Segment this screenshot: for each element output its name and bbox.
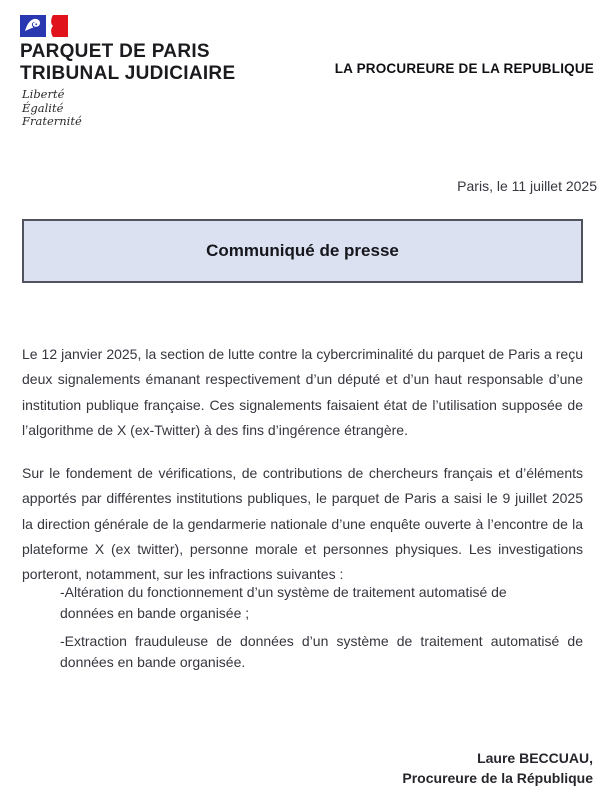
signature-block	[402, 749, 593, 788]
body-paragraph-1: Le 12 janvier 2025, la section de lutte contre la cybercriminalité du parquet de Paris a reçu deux signalements émanant respectivement d’un député et d’un haut responsable d’une institution publique française. Ces signalements faisaient état de l’utilisation supposée de l’algorithme de X (ex-Twitter) à des fins d’ingérence étrangère.	[22, 346, 583, 438]
signature-name: Laure BECCUAU,	[477, 750, 593, 766]
french-flag-icon	[20, 15, 68, 37]
infraction-item-2: -Extraction frauduleuse de données d’un système de traitement automatisé de données en bande organisée.	[60, 633, 583, 670]
infraction-item-1: -Altération du fonctionnement d’un système de traitement automatisé de données en bande organisée ;	[60, 584, 507, 621]
signature-title: Procureure de la République	[402, 769, 593, 786]
body-paragraph-2: Sur le fondement de vérifications, de contributions de chercheurs français et d’éléments apportés par différentes institutions publiques, le parquet de Paris a saisi le 9 juillet 2025 la direction générale de la gendarmerie nationale d’une enquête ouverte à l’encontre de la plateforme X (ex twitter), personne morale et personnes physiques. Les investigations porteront, notamment, sur les infractions suivantes :	[22, 465, 583, 583]
motto-liberte: Liberté	[22, 87, 65, 101]
org-name	[20, 41, 235, 85]
office-title: LA PROCUREURE DE LA REPUBLIQUE	[334, 61, 594, 76]
dateline: Paris, le 11 juillet 2025	[457, 178, 597, 194]
motto	[22, 88, 82, 129]
org-name-line1: PARQUET DE PARIS	[20, 41, 210, 62]
motto-fraternite: Fraternité	[22, 114, 82, 128]
banner-title: Communiqué de presse	[206, 241, 399, 260]
press-release-banner	[22, 219, 583, 283]
motto-egalite: Égalité	[22, 100, 64, 115]
org-name-line2: TRIBUNAL JUDICIAIRE	[20, 63, 236, 84]
